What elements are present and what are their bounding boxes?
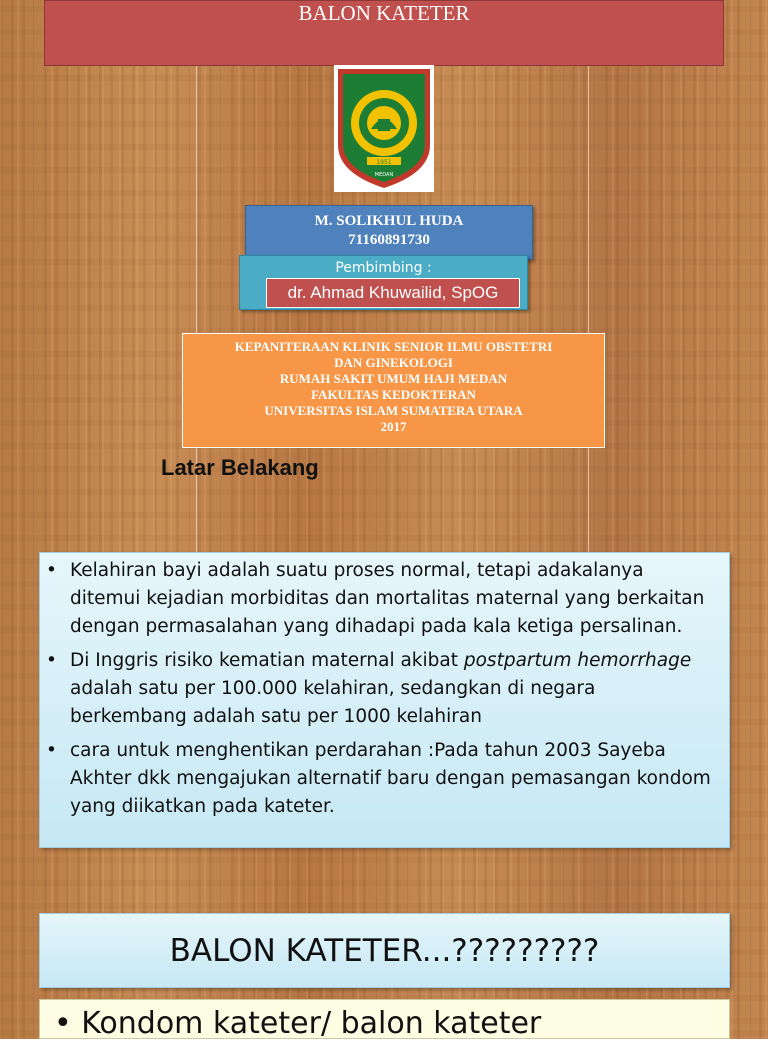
university-shield-icon xyxy=(334,65,434,192)
bullet-item xyxy=(70,737,715,821)
supervisor-name: dr. Ahmad Khuwailid, SpOG xyxy=(266,278,520,308)
author-box xyxy=(245,205,533,260)
institution-line: KEPANITERAAN KLINIK SENIOR ILMU OBSTETRI xyxy=(234,339,553,354)
guide-line-left xyxy=(196,65,197,555)
svg-text:1951: 1951 xyxy=(376,159,392,166)
bullet-text: Kelahiran bayi adalah suatu proses normal, tetapi adakalanya ditemui kejadian morbiditas dan mortalitas maternal yang berkaitan dengan permasalahan yang dihadapi pada kala ketiga persalinan. xyxy=(70,560,705,637)
subtitle-box xyxy=(39,913,730,988)
next-slide-box xyxy=(39,999,730,1039)
bullet-text: Di Inggris risiko kematian maternal akibat xyxy=(70,650,464,671)
next-slide-text: • Kondom kateter/ balon kateter xyxy=(54,1006,542,1039)
bullet-list xyxy=(44,557,715,821)
institution-line: RUMAH SAKIT UMUM HAJI MEDAN xyxy=(279,371,508,386)
supervisor-box xyxy=(239,255,528,310)
subtitle-text: BALON KATETER...????????? xyxy=(169,933,600,969)
bullet-text: adalah satu per 100.000 kelahiran, sedangkan di negara berkembang adalah satu per 1000 kelahiran xyxy=(70,678,596,727)
institution-line: DAN GINEKOLOGI xyxy=(334,355,453,370)
bullet-item xyxy=(70,557,715,641)
bullet-text: cara untuk menghentikan perdarahan :Pada tahun 2003 Sayeba Akhter dkk mengajukan alternatif baru dengan pemasangan kondom yang diikatkan pada kateter. xyxy=(70,740,711,817)
section-heading: Latar Belakang xyxy=(161,455,319,480)
bullet-item xyxy=(70,647,715,731)
institution-line: 2017 xyxy=(380,419,407,434)
background-content-box xyxy=(39,552,730,848)
institution-line: FAKULTAS KEDOKTERAN xyxy=(311,387,476,402)
university-logo xyxy=(334,65,434,192)
author-id: 71160891730 xyxy=(348,232,430,248)
svg-text:MEDAN: MEDAN xyxy=(374,172,394,178)
institution-box xyxy=(182,333,605,448)
title-bar xyxy=(44,0,724,66)
author-name: M. SOLIKHUL HUDA xyxy=(314,213,464,229)
supervisor-label: Pembimbing : xyxy=(335,260,432,276)
guide-line-right xyxy=(588,65,589,555)
institution-line: UNIVERSITAS ISLAM SUMATERA UTARA xyxy=(264,403,523,418)
bullet-italic-term: postpartum hemorrhage xyxy=(463,650,692,671)
page-title: BALON KATETER xyxy=(298,1,470,25)
